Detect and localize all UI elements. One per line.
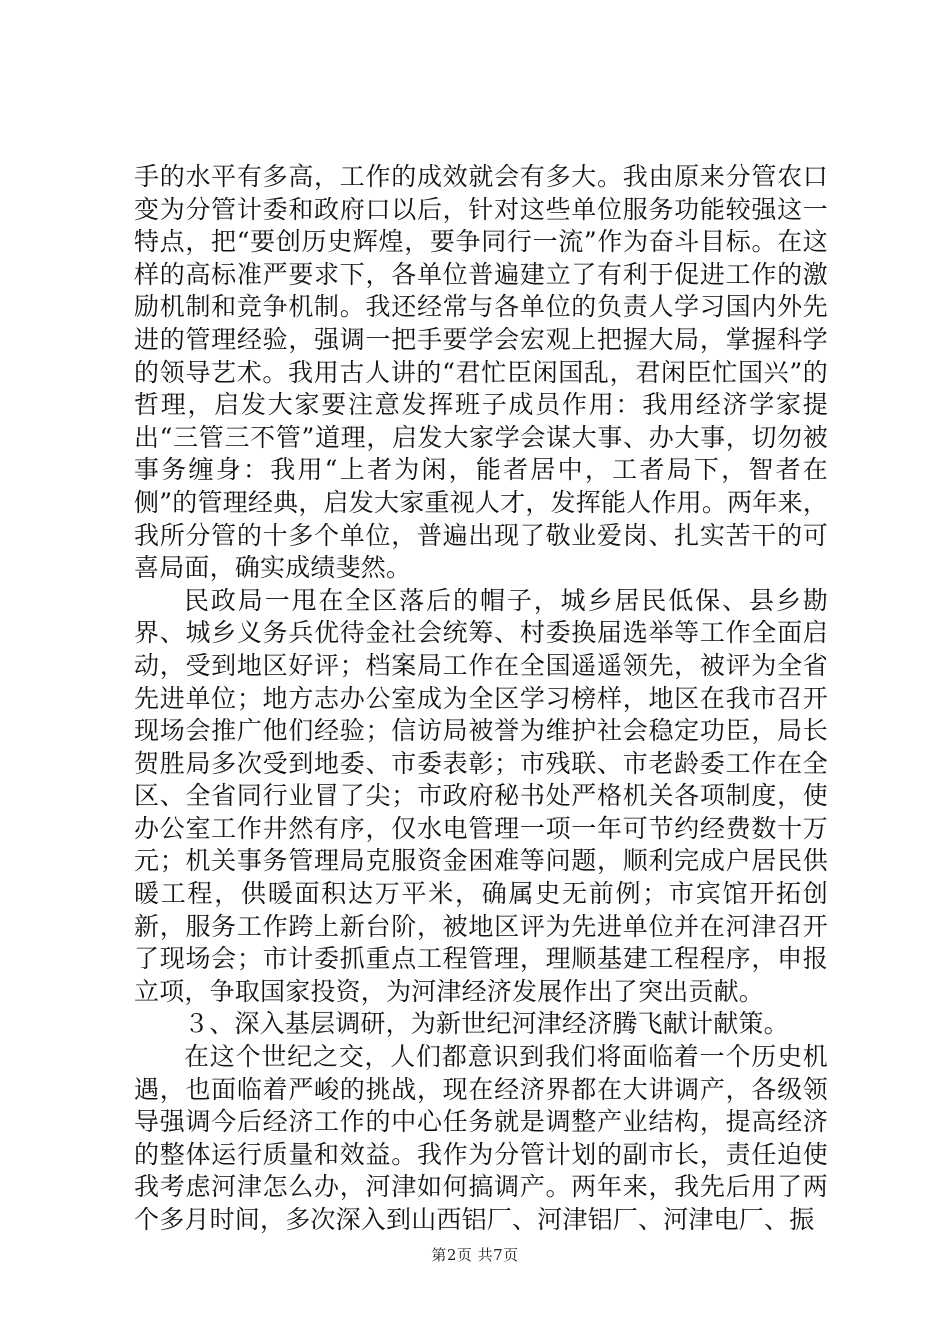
paragraph-leadership-methods: 手的水平有多高，工作的成效就会有多大。我由原来分管农口变为分管计委和政府口以后，针对这些单位服务功能较强这一特点，把“要创历史辉煌，要争同行一流”作为奋斗目标。在这样的高标准严要求下，各单位普遍建立了有利于促进工作的激励机制和竞争机制。我还经常与各单位的负责人学习国内外先进的管理经验，强调一把手要学会宏观上把握大局，掌握科学的领导艺术。我用古人讲的“君忙臣闲国乱，君闲臣忙国兴”的哲理，启发大家要注意发挥班子成员作用：我用经济学家提出“三管三不管”道理，启发大家学会谋大事、办大事，切勿被事务缠身：我用“上者为闲，能者居中，工者局下，智者在侧”的管理经典，启发大家重视人才，发挥能人作用。两年来，我所分管的十多个单位，普遍出现了敬业爱岗、扎实苦干的可喜局面，确实成绩斐然。 xyxy=(134,162,828,583)
section-heading-research: ３、深入基层调研，为新世纪河津经济腾飞献计献策。 xyxy=(184,1009,789,1039)
paragraph-economic-restructuring: 在这个世纪之交，人们都意识到我们将面临着一个历史机遇，也面临着严峻的挑战，现在经济界都在大讲调产，各级领导强调今后经济工作的中心任务就是调整产业结构，提高经济的整体运行质量和效益。我作为分管计划的副市长，责任迫使我考虑河津怎么办，河津如何搞调产。两年来，我先后用了两个多月时间，多次深入到山西铝厂、河津铝厂、河津电厂、振 xyxy=(134,1042,828,1234)
document-body xyxy=(134,161,828,1237)
paragraph-unit-achievements: 民政局一甩在全区落后的帽子，城乡居民低保、县乡勘界、城乡义务兵优待金社会统筹、村委换届选举等工作全面启动，受到地区好评；档案局工作在全国遥遥领先，被评为全省先进单位；地方志办公室成为全区学习榜样，地区在我市召开现场会推广他们经验；信访局被誉为维护社会稳定功臣，局长贺胜局多次受到地委、市委表彰；市残联、市老龄委工作在全区、全省同行业冒了尖；市政府秘书处严格机关各项制度，使办公室工作井然有序，仅水电管理一项一年可节约经费数十万元；机关事务管理局克服资金困难等问题，顺利完成户居民供暖工程，供暖面积达万平米，确属史无前例；市宾馆开拓创新，服务工作跨上新台阶，被地区评为先进单位并在河津召开了现场会；市计委抓重点工程管理，理顺基建工程程序，申报立项，争取国家投资，为河津经济发展作出了突出贡献。 xyxy=(134,585,828,1006)
page-number-footer: 第2页 共7页 xyxy=(431,1246,519,1264)
